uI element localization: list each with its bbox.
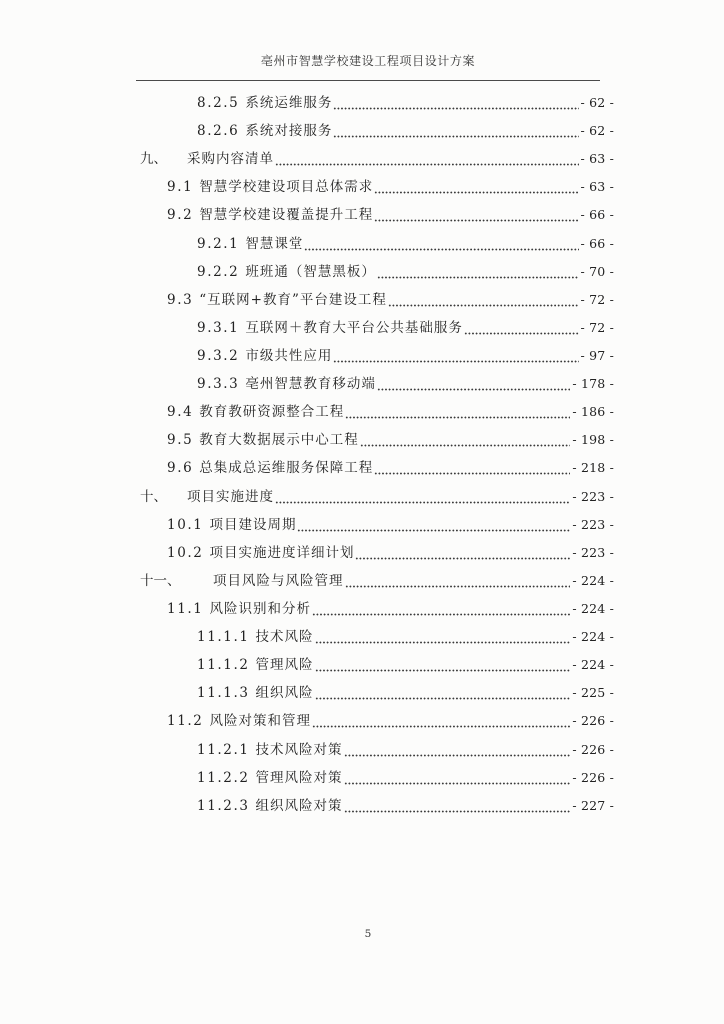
toc-entry-number: 9.4 bbox=[167, 404, 194, 421]
toc-entry bbox=[0, 679, 614, 707]
toc-entry-title: 智慧学校建设项目总体需求 bbox=[199, 179, 374, 196]
toc-entry-page: - 66 - bbox=[580, 235, 614, 251]
toc-entry-page: - 225 - bbox=[572, 685, 614, 701]
dot-leader bbox=[360, 426, 571, 454]
toc-entry-page: - 223 - bbox=[572, 544, 614, 560]
toc-entry bbox=[0, 398, 614, 426]
toc-entry-number: 10.1 bbox=[167, 516, 204, 533]
toc-entry-page: - 63 - bbox=[580, 179, 614, 195]
toc-entry-page: - 227 - bbox=[572, 797, 614, 813]
toc-entry-title: 智慧课堂 bbox=[245, 235, 304, 252]
toc-entry-page: - 223 - bbox=[572, 488, 614, 504]
toc-entry bbox=[0, 286, 614, 314]
toc-entry-title: 技术风险对策 bbox=[255, 741, 343, 758]
table-of-contents bbox=[0, 89, 614, 820]
toc-entry-title: 采购内容清单 bbox=[187, 151, 274, 168]
toc-entry-page: - 224 - bbox=[572, 600, 614, 616]
dot-leader bbox=[312, 595, 570, 623]
toc-entry-title: 组织风险对策 bbox=[255, 797, 343, 814]
toc-entry-title: 项目实施进度详细计划 bbox=[209, 544, 355, 561]
toc-entry-title: 市级共性应用 bbox=[245, 347, 333, 364]
dot-leader bbox=[344, 764, 571, 792]
toc-entry-number: 9.1 bbox=[167, 179, 194, 196]
toc-entry-page: - 226 - bbox=[572, 769, 614, 785]
toc-entry bbox=[0, 370, 614, 398]
toc-entry-page: - 62 - bbox=[580, 95, 614, 110]
toc-entry-number: 9.3.3 bbox=[197, 376, 240, 393]
dot-leader bbox=[344, 792, 571, 820]
toc-entry-title: 风险对策和管理 bbox=[209, 713, 311, 730]
toc-entry-title: 技术风险 bbox=[255, 629, 314, 646]
dot-leader bbox=[345, 567, 571, 595]
toc-entry-number: 8.2.6 bbox=[197, 123, 240, 140]
toc-entry bbox=[0, 707, 614, 735]
dot-leader bbox=[464, 314, 579, 342]
toc-entry-number: 十、 bbox=[140, 488, 167, 505]
toc-entry-title: 项目风险与风险管理 bbox=[213, 572, 344, 589]
toc-entry bbox=[0, 736, 614, 764]
toc-entry-page: - 178 - bbox=[572, 376, 614, 392]
toc-entry-page: - 224 - bbox=[572, 572, 614, 588]
dot-leader bbox=[333, 89, 578, 117]
toc-entry-page: - 224 - bbox=[572, 629, 614, 645]
toc-entry bbox=[0, 426, 614, 454]
toc-entry-number: 10.2 bbox=[167, 544, 204, 561]
dot-leader bbox=[355, 539, 570, 567]
dot-leader bbox=[333, 117, 578, 145]
toc-entry-number: 11.2.2 bbox=[197, 769, 250, 786]
toc-entry-number: 11.2 bbox=[167, 713, 204, 730]
toc-entry-number: 9.3.1 bbox=[197, 319, 240, 336]
dot-leader bbox=[377, 258, 579, 286]
toc-entry-number: 9.3 bbox=[167, 291, 194, 308]
toc-entry bbox=[0, 314, 614, 342]
toc-entry bbox=[0, 511, 614, 539]
toc-entry-number: 9.3.2 bbox=[197, 347, 240, 364]
toc-entry-title: 项目实施进度 bbox=[187, 488, 274, 505]
toc-entry-title: 风险识别和分析 bbox=[209, 600, 311, 617]
toc-entry-page: - 66 - bbox=[580, 207, 614, 223]
toc-entry bbox=[0, 117, 614, 145]
dot-leader bbox=[377, 370, 570, 398]
toc-entry bbox=[0, 567, 614, 595]
dot-leader bbox=[297, 511, 570, 539]
toc-entry-number: 11.1.1 bbox=[197, 629, 250, 646]
toc-entry-page: - 63 - bbox=[580, 151, 614, 167]
toc-entry-page: - 198 - bbox=[572, 432, 614, 448]
toc-entry bbox=[0, 342, 614, 370]
toc-entry-title: 管理风险对策 bbox=[255, 769, 343, 786]
toc-entry-title: 系统运维服务 bbox=[245, 95, 333, 111]
toc-entry-number: 9.6 bbox=[167, 460, 194, 477]
toc-entry-page: - 223 - bbox=[572, 516, 614, 532]
toc-entry-number: 11.2.3 bbox=[197, 797, 250, 814]
dot-leader bbox=[374, 201, 578, 229]
toc-entry-page: - 186 - bbox=[572, 404, 614, 420]
dot-leader bbox=[312, 707, 570, 735]
toc-entry bbox=[0, 651, 614, 679]
toc-entry-number: 11.2.1 bbox=[197, 741, 250, 758]
toc-entry-title: 项目建设周期 bbox=[209, 516, 297, 533]
dot-leader bbox=[345, 398, 570, 426]
dot-leader bbox=[374, 454, 570, 482]
dot-leader bbox=[315, 679, 571, 707]
toc-entry-number: 11.1.3 bbox=[197, 685, 250, 702]
dot-leader bbox=[388, 286, 579, 314]
toc-entry bbox=[0, 764, 614, 792]
toc-entry bbox=[0, 173, 614, 201]
toc-entry-page: - 62 - bbox=[580, 123, 614, 139]
toc-entry-title: 教育教研资源整合工程 bbox=[199, 404, 345, 421]
toc-entry-number: 十一、 bbox=[140, 572, 181, 589]
toc-entry bbox=[0, 145, 614, 173]
dot-leader bbox=[304, 230, 578, 258]
header-rule bbox=[136, 80, 600, 81]
toc-entry bbox=[0, 454, 614, 482]
toc-entry-title: 智慧学校建设覆盖提升工程 bbox=[199, 207, 374, 224]
dot-leader bbox=[333, 342, 578, 370]
toc-entry-number: 9.2.2 bbox=[197, 263, 240, 280]
toc-entry-title: 系统对接服务 bbox=[245, 123, 333, 140]
toc-entry-page: - 226 - bbox=[572, 741, 614, 757]
page-number: 5 bbox=[364, 928, 372, 940]
toc-entry-page: - 97 - bbox=[580, 347, 614, 363]
toc-entry-number: 9.2 bbox=[167, 207, 194, 224]
toc-entry-title: “互联网+教育”平台建设工程 bbox=[199, 291, 387, 308]
running-header-title: 亳州市智慧学校建设工程项目设计方案 bbox=[260, 54, 476, 68]
toc-entry-title: 亳州智慧教育移动端 bbox=[245, 376, 376, 393]
toc-entry-title: 组织风险 bbox=[255, 685, 314, 702]
toc-entry bbox=[0, 539, 614, 567]
toc-entry-title: 管理风险 bbox=[255, 657, 314, 674]
toc-entry-title: 总集成总运维服务保障工程 bbox=[199, 460, 374, 477]
dot-leader bbox=[374, 173, 578, 201]
toc-entry-number: 9.5 bbox=[167, 432, 194, 449]
toc-entry-number: 九、 bbox=[140, 151, 167, 168]
toc-entry bbox=[0, 201, 614, 229]
dot-leader bbox=[315, 623, 571, 651]
toc-entry-number: 8.2.5 bbox=[197, 95, 240, 111]
toc-entry bbox=[0, 792, 614, 820]
toc-entry bbox=[0, 89, 614, 117]
toc-entry-number: 11.1.2 bbox=[197, 657, 250, 674]
toc-entry bbox=[0, 230, 614, 258]
dot-leader bbox=[315, 651, 571, 679]
toc-entry-page: - 226 - bbox=[572, 713, 614, 729]
toc-entry bbox=[0, 258, 614, 286]
toc-entry-title: 班班通（智慧黑板） bbox=[245, 263, 376, 280]
toc-entry-page: - 72 - bbox=[580, 319, 614, 335]
toc-entry-number: 11.1 bbox=[167, 600, 204, 617]
dot-leader bbox=[275, 483, 570, 511]
dot-leader bbox=[275, 145, 579, 173]
toc-entry bbox=[0, 595, 614, 623]
toc-entry-page: - 70 - bbox=[580, 263, 614, 279]
toc-entry bbox=[0, 483, 614, 511]
toc-entry-page: - 218 - bbox=[572, 460, 614, 476]
toc-entry-title: 教育大数据展示中心工程 bbox=[199, 432, 359, 449]
toc-entry-page: - 72 - bbox=[580, 291, 614, 307]
toc-entry-number: 9.2.1 bbox=[197, 235, 240, 252]
dot-leader bbox=[344, 736, 571, 764]
toc-entry bbox=[0, 623, 614, 651]
toc-entry-page: - 224 - bbox=[572, 657, 614, 673]
toc-entry-title: 互联网＋教育大平台公共基础服务 bbox=[245, 319, 463, 336]
